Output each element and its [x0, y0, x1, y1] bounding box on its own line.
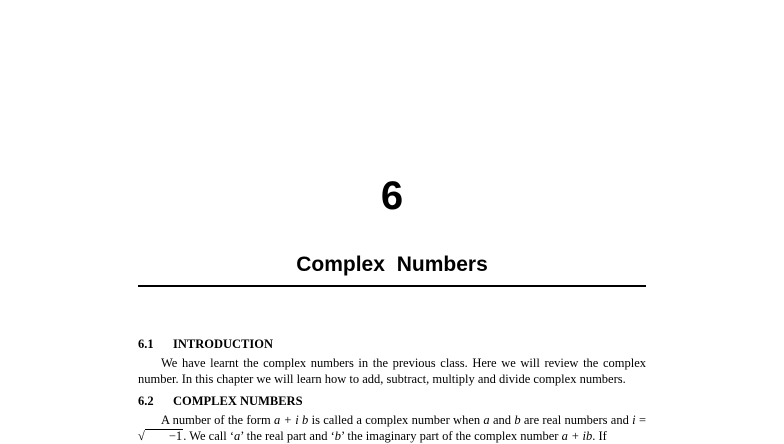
text-run: are real numbers and: [520, 413, 633, 427]
math-variable: i: [632, 413, 636, 427]
section-complex-numbers: [138, 393, 646, 444]
math-expression: a + ib: [561, 429, 593, 443]
math-variable: a: [483, 413, 490, 427]
section-title: INTRODUCTION: [173, 337, 274, 351]
math-variable: b: [334, 429, 342, 443]
text-run: A number of the form: [161, 413, 274, 427]
text-run: . We call ‘: [183, 429, 235, 443]
section-number: 6.2: [138, 394, 154, 408]
math-expression: a + i b: [274, 413, 309, 427]
square-root-radicand: −1: [145, 429, 183, 442]
section-paragraph: We have learnt the complex numbers in the previous class. Here we will review the complex number. In this chapter we will learn how to add, subtract, multiply and divide complex numbers.: [138, 356, 646, 386]
chapter-title: Complex Numbers: [296, 253, 488, 276]
section-paragraph: A number of the form a + i b is called a complex number when a and b are real numbers and i = √ −1. We call ‘a’ the real part and ‘b’ the imaginary part of the complex number a + ib. If: [138, 413, 646, 443]
math-variable: b: [514, 413, 521, 427]
math-variable: a: [234, 429, 241, 443]
section-number: 6.1: [138, 337, 154, 351]
text-run: ’ the real part and ‘: [240, 429, 335, 443]
section-heading: [138, 336, 646, 352]
text-run: and: [489, 413, 515, 427]
section-heading: [138, 393, 646, 409]
text-run: ’ the imaginary part of the complex number: [341, 429, 562, 443]
section-introduction: [138, 336, 646, 387]
chapter-content: [138, 336, 646, 444]
text-run: is called a complex number when: [308, 413, 484, 427]
title-rule: [138, 285, 646, 287]
chapter-number: 6: [380, 174, 404, 218]
section-title: COMPLEX NUMBERS: [173, 394, 303, 408]
text-run: . If: [592, 429, 607, 443]
text-run: =: [635, 413, 646, 427]
